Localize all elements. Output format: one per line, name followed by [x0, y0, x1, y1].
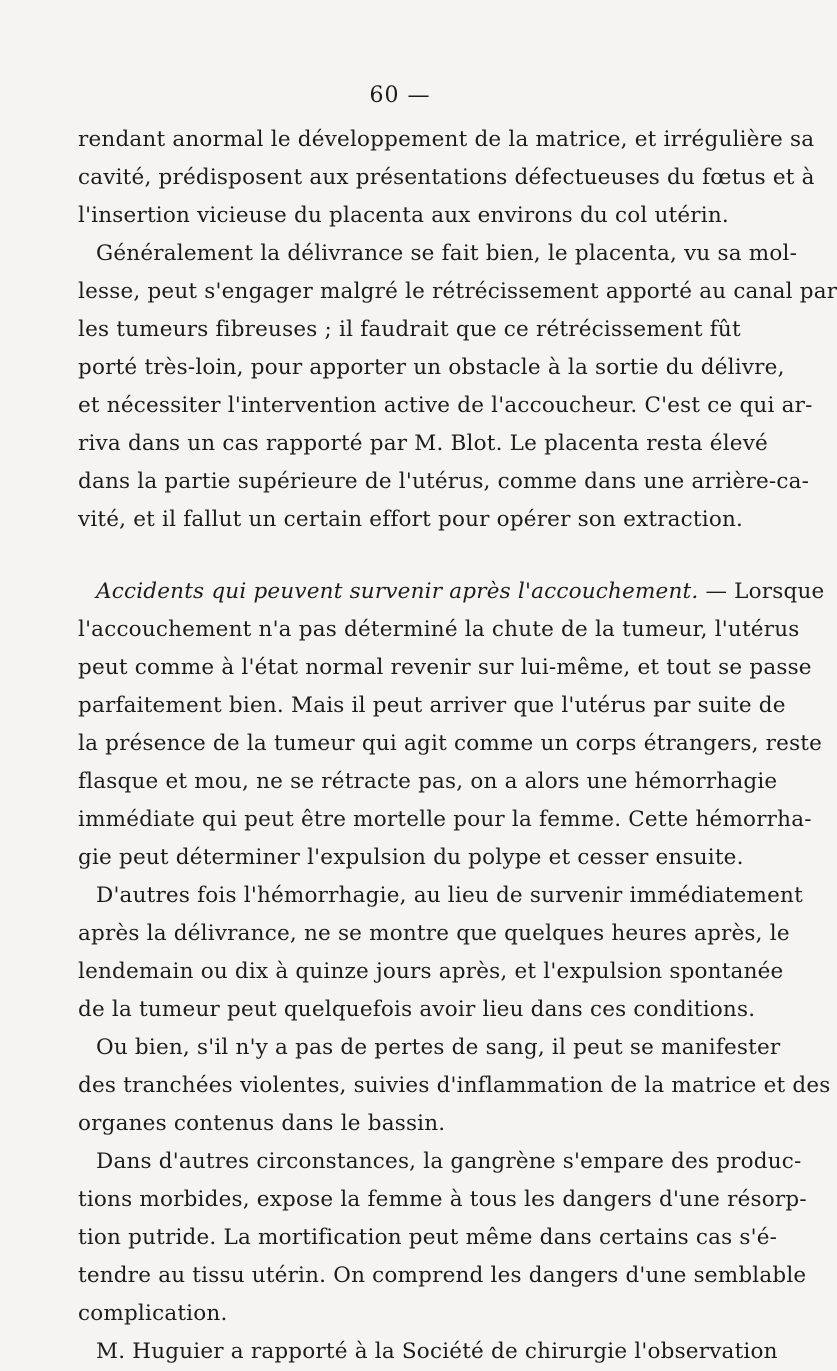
- paragraph-7-line-1: M. Huguier a rapporté à la Société de chirurgie l'observation: [96, 1339, 778, 1364]
- paragraph-3-line-4: la présence de la tumeur qui agit comme un corps étrangers, reste: [78, 731, 823, 756]
- paragraph-5-line-2: des tranchées violentes, suivies d'inflammation de la matrice et des: [78, 1073, 831, 1098]
- text-body: [78, 121, 837, 1371]
- paragraph-6-line-3: tion putride. La mortification peut même dans certains cas s'é-: [78, 1225, 778, 1250]
- section-heading: Accidents qui peuvent survenir après l'accouchement.: [96, 579, 699, 604]
- paragraph-2-line-6: riva dans un cas rapporté par M. Blot. Le placenta resta élevé: [78, 431, 768, 456]
- paragraph-2-line-4: porté très-loin, pour apporter un obstacle à la sortie du délivre,: [78, 355, 785, 380]
- paragraph-5-line-1: Ou bien, s'il n'y a pas de pertes de sang, il peut se manifester: [96, 1035, 781, 1060]
- paragraph-2-line-1: Généralement la délivrance se fait bien, le placenta, vu sa mol-: [96, 241, 798, 266]
- paragraph-6-line-2: tions morbides, expose la femme à tous les dangers d'une résorp-: [78, 1187, 807, 1212]
- paragraph-6-line-5: complication.: [78, 1301, 228, 1326]
- page-number: 60 —: [369, 83, 431, 108]
- paragraph-3-line-5: flasque et mou, ne se rétracte pas, on a alors une hémorrhagie: [78, 769, 778, 794]
- paragraph-4-line-4: de la tumeur peut quelquefois avoir lieu dans ces conditions.: [78, 997, 756, 1022]
- paragraph-3-line-1: l'accouchement n'a pas déterminé la chute de la tumeur, l'utérus: [78, 617, 800, 642]
- paragraph-2-line-3: les tumeurs fibreuses ; il faudrait que ce rétrécissement fût: [78, 317, 741, 342]
- paragraph-4-line-1: D'autres fois l'hémorrhagie, au lieu de survenir immédiatement: [96, 883, 803, 908]
- section-heading-rest: — Lorsque: [698, 579, 825, 604]
- paragraph-5-line-3: organes contenus dans le bassin.: [78, 1111, 446, 1136]
- paragraph-6-line-1: Dans d'autres circonstances, la gangrène s'empare des produc-: [96, 1149, 802, 1174]
- paragraph-4-line-3: lendemain ou dix à quinze jours après, et l'expulsion spontanée: [78, 959, 784, 984]
- paragraph-3-line-2: peut comme à l'état normal revenir sur lui-même, et tout se passe: [78, 655, 812, 680]
- section-gap: [78, 539, 738, 573]
- paragraph-3-line-7: gie peut déterminer l'expulsion du polype et cesser ensuite.: [78, 845, 744, 870]
- paragraph-2-line-7: dans la partie supérieure de l'utérus, comme dans une arrière-ca-: [78, 469, 810, 494]
- paragraph-1-line-2: cavité, prédisposent aux présentations défectueuses du fœtus et à: [78, 165, 815, 190]
- paragraph-2-line-5: et nécessiter l'intervention active de l'accoucheur. C'est ce qui ar-: [78, 393, 813, 418]
- paragraph-4-line-2: après la délivrance, ne se montre que quelques heures après, le: [78, 921, 790, 946]
- paragraph-3-line-6: immédiate qui peut être mortelle pour la femme. Cette hémorrha-: [78, 807, 812, 832]
- paragraph-2-line-2: lesse, peut s'engager malgré le rétrécissement apporté au canal par: [78, 279, 837, 304]
- paragraph-1-line-3: l'insertion vicieuse du placenta aux environs du col utérin.: [78, 203, 729, 228]
- paragraph-2-line-8: vité, et il fallut un certain effort pour opérer son extraction.: [78, 507, 744, 532]
- section-heading-line: [78, 573, 825, 611]
- paragraph-1-line-1: rendant anormal le développement de la matrice, et irrégulière sa: [78, 127, 815, 152]
- paragraph-6-line-4: tendre au tissu utérin. On comprend les dangers d'une semblable: [78, 1263, 807, 1288]
- paragraph-3-line-3: parfaitement bien. Mais il peut arriver que l'utérus par suite de: [78, 693, 786, 718]
